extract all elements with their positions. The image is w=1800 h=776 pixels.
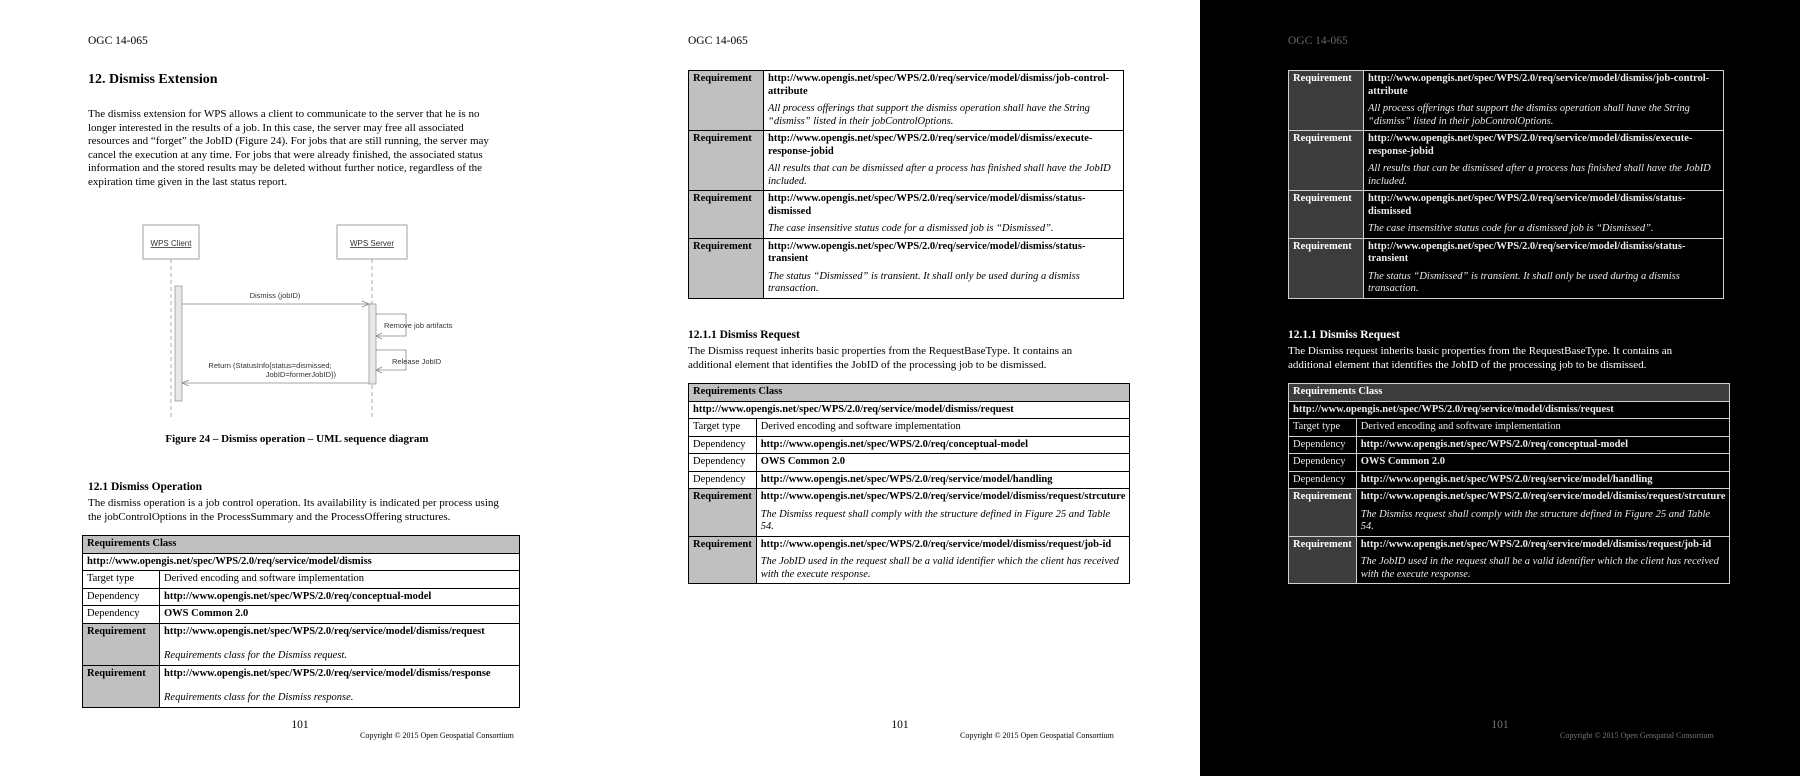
requirement-cell xyxy=(764,71,1124,131)
page-number: 101 xyxy=(891,719,909,731)
requirement-label: Requirement xyxy=(689,536,757,584)
left-page xyxy=(0,0,600,776)
requirement-url: http://www.opengis.net/spec/WPS/2.0/req/service/model/dismiss/status-transient xyxy=(768,240,1086,264)
client-label: WPS Client xyxy=(150,239,192,248)
requirement-cell xyxy=(764,131,1124,191)
copyright: Copyright © 2015 Open Geospatial Consortium xyxy=(360,731,514,740)
right-page xyxy=(600,0,1200,776)
requirement-url: http://www.opengis.net/spec/WPS/2.0/req/service/model/dismiss/request/job-id xyxy=(760,538,1112,550)
requirement-url: http://www.opengis.net/spec/WPS/2.0/req/service/model/dismiss/status-dismissed xyxy=(768,193,1086,217)
requirement-cell xyxy=(1364,71,1724,131)
overlay-page xyxy=(1200,0,1800,776)
copyright: Copyright © 2015 Open Geospatial Consortium xyxy=(1560,731,1714,740)
requirement-text: The status “Dismissed” is transient. It shall only be used during a dismiss transaction. xyxy=(1368,270,1680,294)
class-url: http://www.opengis.net/spec/WPS/2.0/req/service/model/dismiss/request xyxy=(689,401,1130,419)
dependency-value: http://www.opengis.net/spec/WPS/2.0/req/service/model/handling xyxy=(756,471,1130,489)
target-label: Target type xyxy=(1289,419,1357,437)
server-label: WPS Server xyxy=(349,239,395,248)
requirement-cell xyxy=(764,238,1124,298)
requirement-label: Requirement xyxy=(689,238,764,298)
requirement-url: http://www.opengis.net/spec/WPS/2.0/req/service/model/dismiss/execute-response-jobid xyxy=(1368,133,1693,157)
requirement-text: All process offerings that support the dismiss operation shall have the String “dismiss” listed in their jobControlOptions. xyxy=(1368,103,1690,127)
requirement-label: Requirement xyxy=(689,71,764,131)
subsection-paragraph: The dismiss operation is a job control operation. Its availability is indicated per process using the jobControlOptions in the ProcessSummary and the ProcessOffering structures. xyxy=(88,497,499,523)
msg-release: Release JobID xyxy=(392,357,442,366)
requirement-text: Requirements class for the Dismiss request. xyxy=(164,650,347,661)
sequence-diagram xyxy=(140,220,470,420)
target-value: Derived encoding and software implementation xyxy=(756,419,1130,437)
requirement-cell xyxy=(1356,489,1730,537)
requirements-class-table xyxy=(688,383,1130,584)
dependency-value: OWS Common 2.0 xyxy=(160,606,520,624)
page-number: 101 xyxy=(291,719,309,731)
subsection-paragraph: The Dismiss request inherits basic properties from the RequestBaseType. It contains an additional element that identifies the JobID of the processing job to be dismissed. xyxy=(688,345,1073,371)
requirement-text: The Dismiss request shall comply with the structure defined in Figure 25 and Table 54. xyxy=(1360,508,1711,532)
requirement-label: Requirement xyxy=(689,489,757,537)
requirements-class-table xyxy=(82,535,520,708)
dependency-value: http://www.opengis.net/spec/WPS/2.0/req/conceptual-model xyxy=(160,588,520,606)
requirement-url: http://www.opengis.net/spec/WPS/2.0/req/service/model/dismiss/job-control-attribute xyxy=(768,73,1110,97)
page-header: OGC 14-065 xyxy=(1288,35,1348,47)
requirement-url: http://www.opengis.net/spec/WPS/2.0/req/service/model/dismiss/job-control-attribute xyxy=(1368,73,1710,97)
dependency-label: Dependency xyxy=(1289,436,1357,454)
requirement-label: Requirement xyxy=(1289,131,1364,191)
requirement-url: http://www.opengis.net/spec/WPS/2.0/req/service/model/dismiss/request/strcuture xyxy=(1360,491,1726,502)
requirement-url: http://www.opengis.net/spec/WPS/2.0/req/service/model/dismiss/status-transient xyxy=(1368,240,1686,264)
requirement-cell xyxy=(1364,191,1724,239)
requirement-text: All process offerings that support the dismiss operation shall have the String “dismiss” listed in their jobControlOptions. xyxy=(768,103,1090,127)
requirement-cell xyxy=(756,489,1130,537)
msg-return-1: Return (StatusInfo{status=dismissed; xyxy=(208,361,332,370)
requirement-label: Requirement xyxy=(1289,238,1364,298)
requirement-cell xyxy=(160,665,520,707)
table-header: Requirements Class xyxy=(1289,384,1730,402)
requirement-text: The Dismiss request shall comply with the structure defined in Figure 25 and Table 54. xyxy=(760,508,1111,532)
requirement-text: All results that can be dismissed after a process has finished shall have the JobID included. xyxy=(768,163,1111,187)
dependency-label: Dependency xyxy=(1289,454,1357,472)
copyright: Copyright © 2015 Open Geospatial Consortium xyxy=(960,731,1114,740)
requirement-text: The case insensitive status code for a dismissed job is “Dismissed”. xyxy=(1368,223,1654,234)
requirement-text: All results that can be dismissed after a process has finished shall have the JobID included. xyxy=(1368,163,1711,187)
table-header: Requirements Class xyxy=(83,536,520,554)
dependency-label: Dependency xyxy=(1289,471,1357,489)
server-activation xyxy=(369,304,376,384)
requirement-text: The case insensitive status code for a dismissed job is “Dismissed”. xyxy=(768,223,1054,234)
requirement-cell xyxy=(160,623,520,665)
dependency-value: http://www.opengis.net/spec/WPS/2.0/req/conceptual-model xyxy=(1356,436,1730,454)
msg-return-2: JobID=formerJobID}) xyxy=(265,370,336,379)
requirement-text: The JobID used in the request shall be a valid identifier which the client has received with the execute response. xyxy=(760,556,1119,580)
requirement-cell xyxy=(1364,131,1724,191)
requirement-url: http://www.opengis.net/spec/WPS/2.0/req/service/model/dismiss/request/strcuture xyxy=(760,491,1126,502)
class-url: http://www.opengis.net/spec/WPS/2.0/req/service/model/dismiss/request xyxy=(1289,401,1730,419)
requirement-url: http://www.opengis.net/spec/WPS/2.0/req/service/model/dismiss/request xyxy=(164,625,485,637)
dependency-value: OWS Common 2.0 xyxy=(1356,454,1730,472)
subsection-title: 12.1.1 Dismiss Request xyxy=(688,329,800,341)
overlay-requirements-class-table xyxy=(1288,383,1730,584)
dependency-label: Dependency xyxy=(689,471,757,489)
requirements-table xyxy=(688,70,1124,299)
page-header: OGC 14-065 xyxy=(88,35,148,47)
overlay-requirements-table xyxy=(1288,70,1724,299)
dependency-label: Dependency xyxy=(689,454,757,472)
target-value: Derived encoding and software implementation xyxy=(160,571,520,589)
target-label: Target type xyxy=(689,419,757,437)
subsection-paragraph: The Dismiss request inherits basic properties from the RequestBaseType. It contains an additional element that identifies the JobID of the processing job to be dismissed. xyxy=(1288,345,1673,371)
requirement-label: Requirement xyxy=(689,191,764,239)
msg-remove: Remove job artifacts xyxy=(384,321,453,330)
requirement-cell xyxy=(1364,238,1724,298)
section-title: 12. Dismiss Extension xyxy=(88,72,218,87)
subsection-title: 12.1 Dismiss Operation xyxy=(88,481,203,493)
target-value: Derived encoding and software implementation xyxy=(1356,419,1730,437)
requirement-cell xyxy=(1356,536,1730,584)
requirement-url: http://www.opengis.net/spec/WPS/2.0/req/service/model/dismiss/execute-response-jobid xyxy=(768,133,1093,157)
requirement-text: Requirements class for the Dismiss response. xyxy=(164,692,354,703)
dependency-value: http://www.opengis.net/spec/WPS/2.0/req/service/model/handling xyxy=(1356,471,1730,489)
subsection-title: 12.1.1 Dismiss Request xyxy=(1288,329,1400,341)
requirement-text: The status “Dismissed” is transient. It shall only be used during a dismiss transaction. xyxy=(768,270,1080,294)
dependency-label: Dependency xyxy=(689,436,757,454)
intro-paragraph: The dismiss extension for WPS allows a client to communicate to the server that he is no longer interested in the results of a job. In this case, the server may free all associated resources and “forget” the JobID (Figure 24). For jobs that are still running, the server may cancel the execution at any time. For jobs that were already finished, the associated status information and the stored results may be deleted without further notice, regardless of the expiration time given in the last status report. xyxy=(88,108,489,188)
msg-dismiss: Dismiss (jobID) xyxy=(249,291,301,300)
figure-caption: Figure 24 – Dismiss operation – UML sequence diagram xyxy=(165,433,429,445)
dependency-value: http://www.opengis.net/spec/WPS/2.0/req/conceptual-model xyxy=(756,436,1130,454)
requirement-url: http://www.opengis.net/spec/WPS/2.0/req/service/model/dismiss/status-dismissed xyxy=(1368,193,1686,217)
dependency-value: OWS Common 2.0 xyxy=(756,454,1130,472)
class-url: http://www.opengis.net/spec/WPS/2.0/req/service/model/dismiss xyxy=(83,553,520,571)
requirement-text: The JobID used in the request shall be a valid identifier which the client has received with the execute response. xyxy=(1360,556,1719,580)
requirement-label: Requirement xyxy=(83,623,160,665)
page-number: 101 xyxy=(1491,719,1509,731)
dependency-label: Dependency xyxy=(83,606,160,624)
requirement-cell xyxy=(764,191,1124,239)
dependency-label: Dependency xyxy=(83,588,160,606)
requirement-label: Requirement xyxy=(1289,536,1357,584)
requirement-label: Requirement xyxy=(1289,71,1364,131)
page-header: OGC 14-065 xyxy=(688,35,748,47)
requirement-url: http://www.opengis.net/spec/WPS/2.0/req/service/model/dismiss/response xyxy=(164,667,491,679)
requirement-cell xyxy=(756,536,1130,584)
client-activation xyxy=(175,286,182,401)
requirement-label: Requirement xyxy=(1289,191,1364,239)
requirement-url: http://www.opengis.net/spec/WPS/2.0/req/service/model/dismiss/request/job-id xyxy=(1360,538,1712,550)
table-header: Requirements Class xyxy=(689,384,1130,402)
requirement-label: Requirement xyxy=(1289,489,1357,537)
requirement-label: Requirement xyxy=(83,665,160,707)
target-label: Target type xyxy=(83,571,160,589)
requirement-label: Requirement xyxy=(689,131,764,191)
